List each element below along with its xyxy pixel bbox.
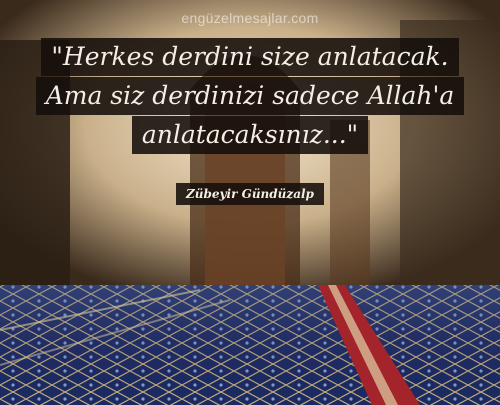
author-wrap [0,183,500,205]
carpet-shade [0,285,500,405]
author-name: Zübeyir Gündüzalp [176,183,324,205]
quote-block [0,38,500,155]
watermark: engüzelmesajlar.com [181,10,319,26]
quote-line-1: "Herkes derdini size anlatacak. [41,38,458,76]
quote-line-3: anlatacaksınız..." [132,116,368,154]
quote-line-2: Ama siz derdinizi sadece Allah'a [36,77,465,115]
